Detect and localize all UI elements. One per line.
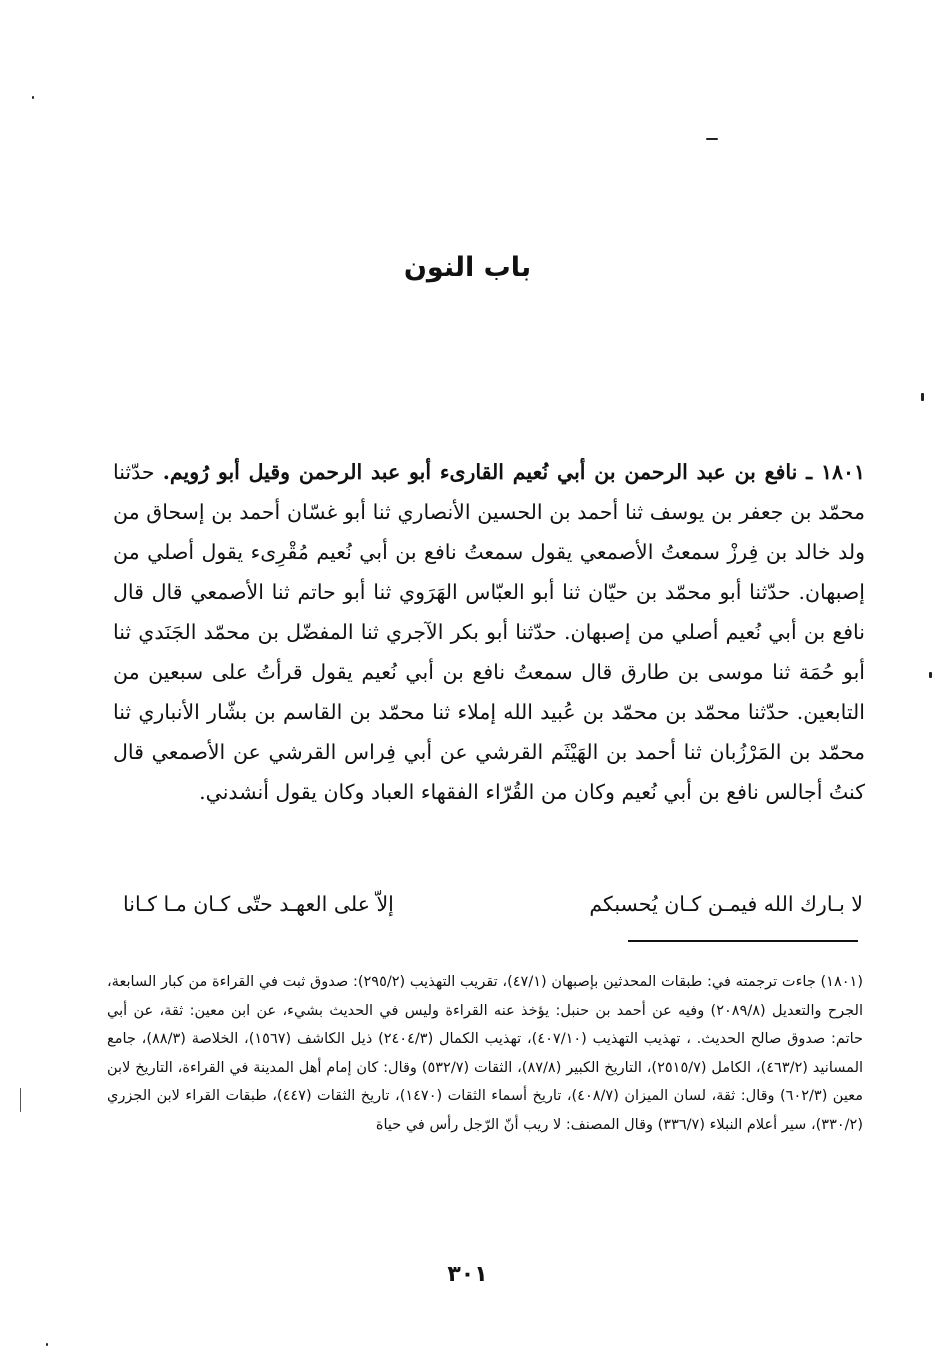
verse-second-hemistich: إلاّ على العهـد حتّى كـان مـا كـانا [123, 892, 394, 916]
footnote-separator [628, 940, 858, 942]
scan-speck [32, 96, 34, 99]
scan-speck [929, 672, 932, 678]
poetry-verse [123, 884, 863, 924]
entry-paragraph [113, 452, 865, 812]
main-text [113, 452, 865, 812]
scan-speck [20, 1088, 21, 1112]
chapter-title: باب النون [403, 252, 532, 283]
footnote-text: (١٨٠١) جاءت ترجمته في: طبقات المحدثين بإصبهان (٤٧/١)، تقريب التهذيب (٢٩٥/٢): صدوق ثبت في القراءة من كبار السابعة، الجرح والتعديل (٢٠٨٩/٨) وفيه عن أحمد بن حنبل: يؤخذ عنه القراءة وليس في الحديث بشيء، عن ابن معين: ثقة، عن أبي حاتم: صدوق صالح الحديث. ، تهذيب التهذيب (٤٠٧/١٠)، تهذيب الكمال (٢٤٠٤/٣) ذيل الكاشف (١٥٦٧)، الخلاصة (٨٨/٣)، جامع المسانيد (٤٦٣/٢)، الكامل (٢٥١٥/٧)، التاريخ الكبير (٨٧/٨)، الثقات (٥٣٢/٧) وقال: كان إمام أهل المدينة في القراءة، التاريخ لابن معين (٦٠٢/٣) وقال: ثقة، لسان الميزان (٤٠٨/٧)، تاريخ أسماء الثقات (١٤٧٠)، تاريخ الثقات (٤٤٧)، طبقات القراء لابن الجزري (٣٣٠/٢)، سير أعلام النبلاء (٣٣٦/٧) وقال المصنف: لا ريب أنّ الرّجل رأس في حياة [107, 974, 864, 1133]
entry-heading: ١٨٠١ ـ نافع بن عبد الرحمن بن أبي نُعيم القارىء أبو عبد الرحمن وقيل أبو رُويم. [162, 460, 866, 484]
scan-speck [921, 393, 924, 401]
scan-speck [46, 1343, 48, 1346]
entry-body: حدّثنا محمّد بن جعفر بن يوسف ثنا أحمد بن الحسين الأنصاري ثنا أبو غسّان أحمد بن إسحاق من ولد خالد بن فِرزْ سمعتُ الأصمعي يقول سمعتُ نافع بن أبي نُعيم مُقْرِىء يقول أصلي من إصبهان. حدّثنا أبو محمّد بن حيّان ثنا أبو العبّاس الهَرَوي ثنا أبو حاتم ثنا الأصمعي قال قال نافع بن أبي نُعيم أصلي من إصبهان. حدّثنا أبو بكر الآجري ثنا المفضّل بن محمّد الجَنَدي ثنا أبو حُمَة ثنا موسى بن طارق قال سمعتُ نافع بن أبي نُعيم يقول قرأتُ على سبعين من التابعين. حدّثنا محمّد بن محمّد بن عُبيد الله إملاء ثنا محمّد بن القاسم بن بشّار الأنباري ثنا محمّد بن المَرْزُبان ثنا أحمد بن الهَيْثَم القرشي عن أبي فِراس القرشي عن الأصمعي قال كنتُ أجالس نافع بن أبي نُعيم وكان من القُرّاء الفقهاء العباد وكان يقول أنشدني. [113, 460, 865, 804]
page-number: ٣٠١ [447, 1262, 488, 1287]
footnotes [107, 968, 863, 1139]
verse-first-hemistich: لا بـارك الله فيمـن كـان يُحسبكم [589, 892, 863, 916]
scan-speck [706, 138, 718, 140]
